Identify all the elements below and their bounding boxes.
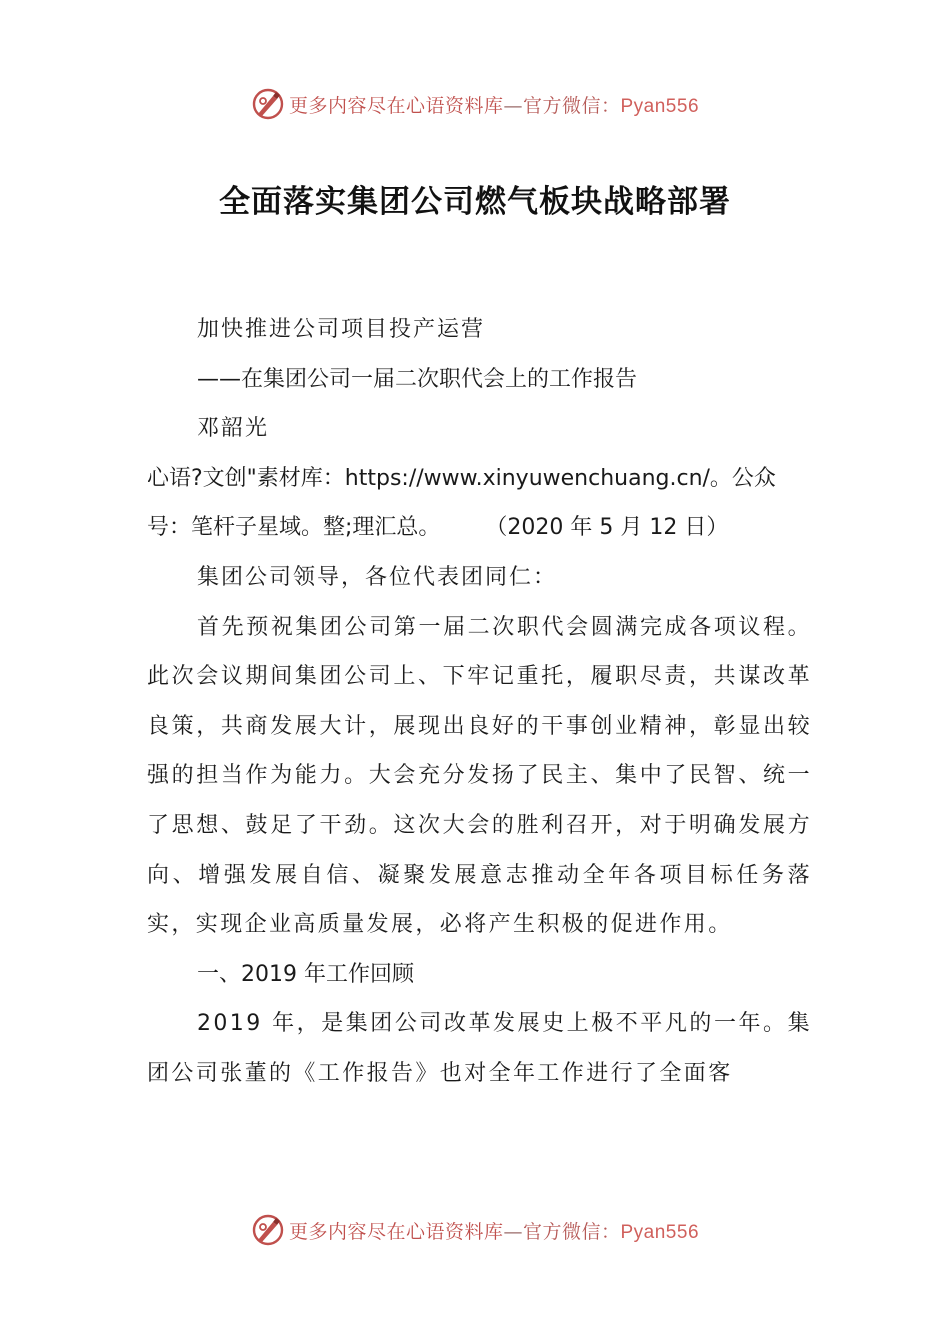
- report-line: ——在集团公司一届二次职代会上的工作报告: [197, 366, 638, 392]
- banner-dash: —: [503, 1220, 523, 1243]
- banner-wechat-label: 官方微信：: [522, 94, 621, 117]
- header-banner: [0, 84, 950, 124]
- banner-main: 更多内容尽在心语资料库: [288, 1220, 504, 1243]
- banner-text: [289, 1217, 699, 1244]
- document-body: [147, 305, 812, 1099]
- source-line-2-text: 号：笔杆子星域。整;理汇总。: [147, 515, 441, 541]
- section-heading-1: 一、2019 年工作回顾: [197, 961, 414, 987]
- author: 邓韶光: [197, 416, 270, 442]
- paragraph-1: 首先预祝集团公司第一届二次职代会圆满完成各项议程。此次会议期间集团公司上、下牢记重托，履职尽责，共谋改革良策，共商发展大计，展现出良好的干事创业精神，彰显出较强的担当作为能力。大会充分发扬了民主、集中了民智、统一了思想、鼓足了干劲。这次大会的胜利召开，对于明确发展方向、增强发展自信、凝聚发展意志推动全年各项目标任务落实，实现企业高质量发展，必将产生积极的促进作用。: [147, 614, 812, 938]
- paragraph-2: 2019 年，是集团公司改革发展史上极不平凡的一年。集团公司张董的《工作报告》也对全年工作进行了全面客: [147, 1011, 812, 1086]
- banner-main: 更多内容尽在心语资料库: [288, 94, 504, 117]
- banner-wechat-label: 官方微信：: [522, 1220, 621, 1243]
- source-line-2: [147, 503, 812, 553]
- pen-logo-icon: [251, 87, 285, 121]
- greeting: 集团公司领导，各位代表团同仁：: [197, 564, 558, 590]
- document-title: 全面落实集团公司燃气板块战略部署: [219, 184, 731, 220]
- report-date: （2020 年 5 月 12 日）: [496, 515, 729, 541]
- subtitle: 加快推进公司项目投产运营: [197, 317, 486, 342]
- banner-dash: —: [503, 94, 523, 117]
- source-line-1: 心语?文创"素材库：https://www.xinyuwenchuang.cn/。公众: [147, 465, 776, 491]
- pen-logo-icon: [251, 1213, 285, 1247]
- footer-banner: [0, 1210, 950, 1250]
- banner-wechat-id: Pyan556: [620, 1221, 700, 1243]
- banner-wechat-id: Pyan556: [620, 95, 700, 117]
- banner-text: [289, 91, 699, 118]
